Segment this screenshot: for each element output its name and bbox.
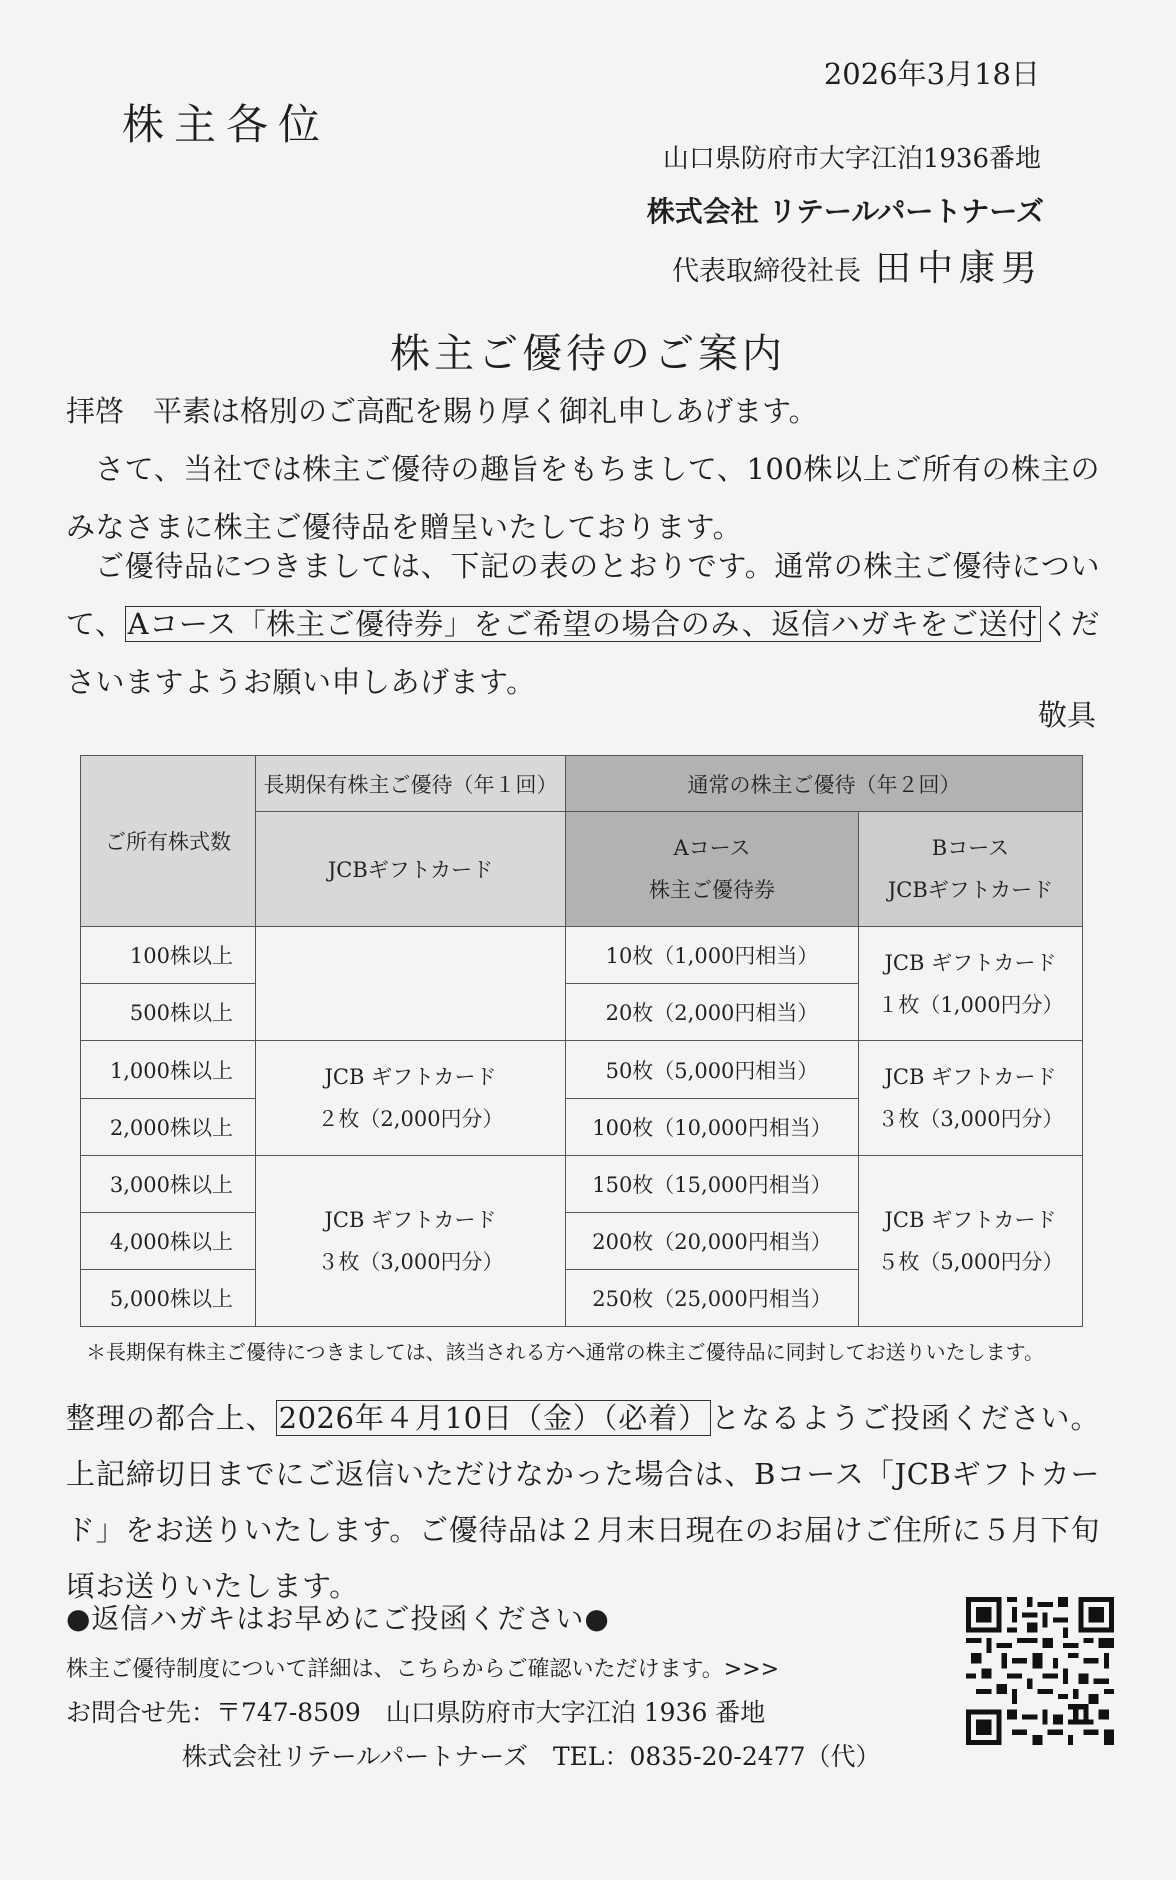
benefit-table: [80, 755, 1083, 1327]
header-shares: ご所有株式数: [81, 756, 256, 927]
header-course-a: [566, 812, 859, 927]
course-b-label: Bコース: [931, 836, 1010, 861]
contact-address: お問合せ先：〒747-8509 山口県防府市大字江泊 1936 番地: [66, 1698, 766, 1727]
long-term-cell-line: JCB ギフトカード: [324, 1207, 497, 1232]
company-name: 株式会社 リテールパートナーズ: [646, 195, 1044, 228]
instructions-text-a: 整理の都合上、: [66, 1401, 276, 1435]
deadline-date: 2026年４月10日（金）（必着）: [276, 1400, 712, 1436]
shares-cell: 4,000株以上: [81, 1212, 256, 1269]
shares-cell: 2,000株以上: [81, 1098, 256, 1155]
company-address: 山口県防府市大字江泊1936番地: [662, 144, 1041, 174]
shares-cell: 1,000株以上: [81, 1041, 256, 1098]
course-b-cell-line: ３枚（3,000円分）: [877, 1107, 1064, 1132]
letter-date: 2026年3月18日: [823, 57, 1040, 91]
course-a-label: Aコース: [673, 836, 751, 861]
long-term-cell-line: ２枚（2,000円分）: [317, 1107, 504, 1132]
details-link-text[interactable]: 株主ご優待制度について詳細は、こちらからご確認いただけます。>>>: [66, 1657, 780, 1682]
course-a-cell: 20枚（2,000円相当）: [566, 984, 859, 1041]
greeting-paragraph: 拝啓 平素は格別のご高配を賜り厚く御礼申しあげます。: [66, 394, 818, 428]
guidance-text-a: ご優待品につきましては、下記の表のとおりです。通常の株主ご優待について、: [66, 549, 1100, 641]
long-term-cell: [256, 1041, 566, 1155]
page-title: 株主ご優待のご案内: [390, 331, 786, 377]
course-a-cell: 50枚（5,000円相当）: [566, 1041, 859, 1098]
course-a-cell: 10枚（1,000円相当）: [566, 927, 859, 984]
shares-cell: 100株以上: [81, 927, 256, 984]
guidance-text-b: くださいますようお願い申しあげます。: [66, 607, 1101, 699]
course-a-cell: 200枚（20,000円相当）: [566, 1212, 859, 1269]
intro-paragraph: さて、当社では株主ご優待の趣旨をもちまして、100株以上ご所有の株主のみなさまに株主ご優待品を贈呈いたしております。: [66, 452, 1100, 544]
instructions-paragraph: [66, 1390, 1100, 1614]
course-a-cell: 150枚（15,000円相当）: [566, 1155, 859, 1212]
guidance-paragraph: [66, 537, 1100, 711]
course-b-cell: [859, 927, 1083, 1041]
course-b-cell: [859, 1041, 1083, 1155]
qr-code-icon[interactable]: [966, 1597, 1114, 1745]
highlighted-request: Aコース「株主ご優待券」をご希望の場合のみ、返信ハガキをご送付: [125, 606, 1041, 642]
long-term-cell-line: ３枚（3,000円分）: [317, 1249, 504, 1274]
course-a-cell: 100枚（10,000円相当）: [566, 1098, 859, 1155]
representative: [672, 240, 1043, 291]
course-b-cell-line: JCB ギフトカード: [884, 1207, 1057, 1232]
course-a-item: 株主ご優待券: [649, 878, 775, 903]
salutation: 株主各位: [122, 100, 331, 149]
course-b-cell-line: JCB ギフトカード: [884, 1065, 1057, 1090]
course-b-cell: [859, 1155, 1083, 1326]
contact-company-phone: 株式会社リテールパートナーズ TEL：0835-20-2477（代）: [182, 1742, 881, 1771]
course-a-cell: 250枚（25,000円相当）: [566, 1269, 859, 1326]
course-b-cell-line: JCB ギフトカード: [884, 950, 1057, 975]
course-b-cell-line: ５枚（5,000円分）: [877, 1249, 1064, 1274]
shares-cell: 3,000株以上: [81, 1155, 256, 1212]
table-footnote: ＊長期保有株主ご優待につきましては、該当される方へ通常の株主ご優待品に同封してお送りいたします。: [86, 1340, 1044, 1364]
shares-cell: 5,000株以上: [81, 1269, 256, 1326]
reminder-line: ●返信ハガキはお早めにご投函ください●: [66, 1602, 610, 1635]
representative-title: 代表取締役社長: [671, 256, 861, 287]
long-term-cell: [256, 1155, 566, 1326]
instructions-text-b: となるようご投函ください。上記締切日までにご返信いただけなかった場合は、Bコース「JCBギフトカード」をお送りいたします。ご優待品は２月末日現在のお届けご住所に５月下旬頃お送りいたします。: [66, 1401, 1100, 1603]
closing-word: 敬具: [1037, 698, 1096, 732]
header-normal: 通常の株主ご優待（年２回）: [566, 756, 1083, 812]
long-term-cell-line: JCB ギフトカード: [324, 1065, 497, 1090]
header-long-term-sub: JCBギフトカード: [256, 812, 566, 927]
representative-name: 田中康男: [874, 248, 1043, 289]
long-term-cell-empty: [256, 927, 566, 1041]
header-long-term: 長期保有株主ご優待（年１回）: [256, 756, 566, 812]
course-b-item: JCBギフトカード: [887, 878, 1054, 903]
course-b-cell-line: １枚（1,000円分）: [877, 992, 1064, 1017]
header-course-b: [859, 812, 1083, 927]
shares-cell: 500株以上: [81, 984, 256, 1041]
